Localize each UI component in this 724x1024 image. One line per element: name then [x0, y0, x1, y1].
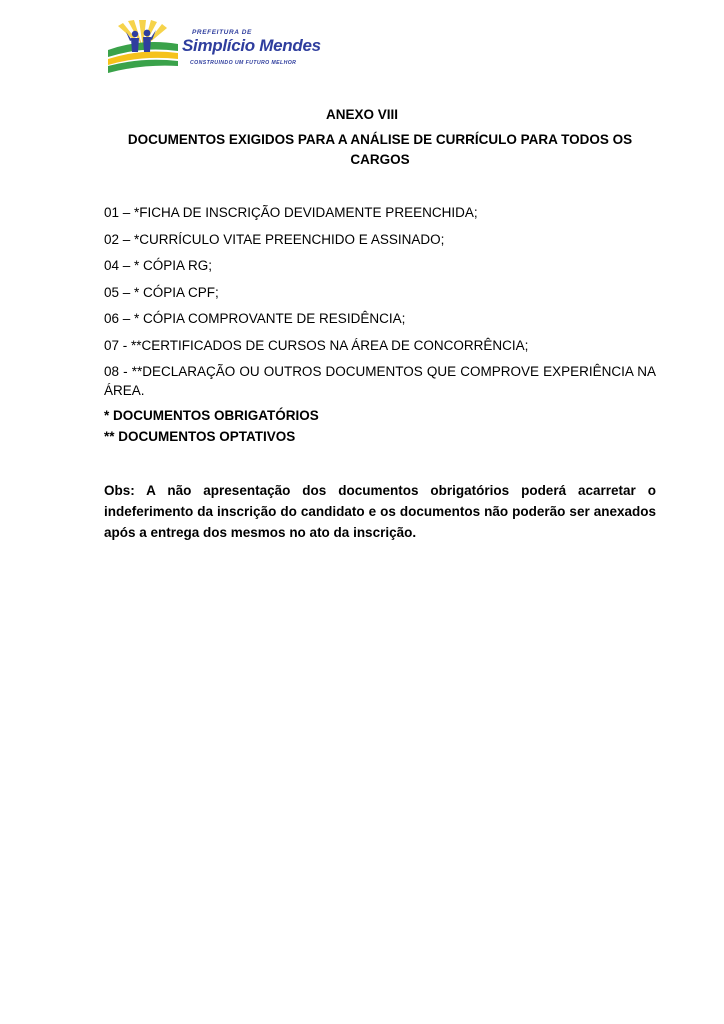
logo-emblem-icon — [104, 20, 182, 76]
observation-note: Obs: A não apresentação dos documentos obrigatórios poderá acarretar o indeferimento da inscrição do candidato e os documentos não poderão ser anexados após a entrega dos mesmos no ato da inscrição. — [104, 483, 656, 540]
legend-mandatory: * DOCUMENTOS OBRIGATÓRIOS — [104, 408, 319, 423]
annex-title: ANEXO VIII — [325, 107, 398, 122]
list-item: 06 – * CÓPIA COMPROVANTE DE RESIDÊNCIA; — [104, 311, 406, 326]
logo-municipality-name: Simplício Mendes — [182, 36, 321, 55]
logo-slogan: CONSTRUINDO UM FUTURO MELHOR — [190, 60, 297, 66]
list-item: 04 – * CÓPIA RG; — [104, 258, 213, 273]
legend-optional: ** DOCUMENTOS OPTATIVOS — [104, 429, 296, 444]
list-item: 07 - **CERTIFICADOS DE CURSOS NA ÁREA DE CONCORRÊNCIA; — [104, 337, 529, 353]
list-item: 05 – * CÓPIA CPF; — [104, 284, 219, 300]
list-item: 02 – *CURRÍCULO VITAE PREENCHIDO E ASSINADO; — [104, 231, 445, 247]
required-documents-list — [104, 203, 656, 405]
list-item: 01 – *FICHA DE INSCRIÇÃO DEVIDAMENTE PREENCHIDA; — [104, 205, 478, 220]
logo-top-text: PREFEITURA DE — [192, 29, 252, 36]
document-heading: DOCUMENTOS EXIGIDOS PARA A ANÁLISE DE CURRÍCULO PARA TODOS OS CARGOS — [127, 132, 633, 167]
list-item: 08 - **DECLARAÇÃO OU OUTROS DOCUMENTOS QUE COMPROVE EXPERIÊNCIA NA ÁREA. — [104, 364, 656, 398]
legend — [104, 405, 656, 447]
municipality-logo — [104, 20, 338, 76]
